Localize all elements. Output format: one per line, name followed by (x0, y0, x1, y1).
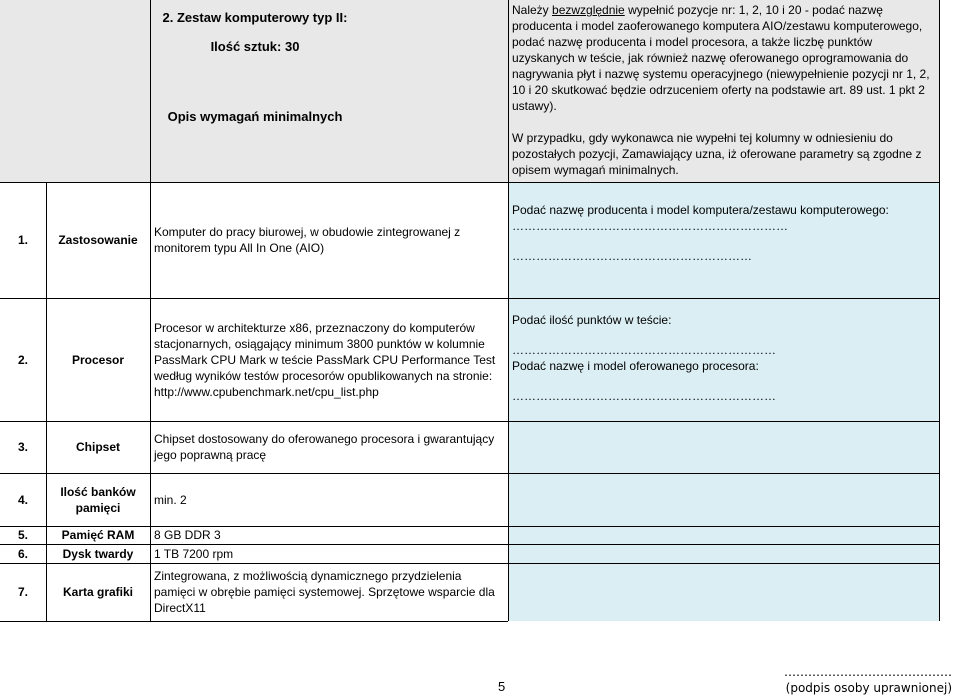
row-3-response[interactable] (508, 421, 940, 473)
row-6-num: 6. (17, 546, 28, 561)
header-note: Należy bezwzględnie wypełnić pozycje nr: 1, 2, 10 i 20 - podać nazwę producenta i model zaoferowanego komputera AIO/zestawu komputerowego, podać nazwę producenta i model procesora, a także liczbę punktów uzyskanych w teście, jak również nazwę oferowanego oprogramowania do nagrywania płyt i nazwę systemu operacyjnego (niewypełnienie pozycji nr 1, 2, 10 i 20 skutkować będzie odrzuceniem oferty na podstawie art. 89 ust. 1 pkt 2 ustawy). (512, 3, 930, 113)
set-title: 2. Zestaw komputerowy typ II: (162, 10, 348, 25)
row-5-desc: 8 GB DDR 3 (154, 528, 221, 542)
signature-block (784, 664, 952, 696)
header-note-2: W przypadku, gdy wykonawca nie wypełni tej kolumny w odniesieniu do pozostałych pozycji, Zamawiający uzna, iż oferowane parametry są zgodne z opisem wymagań minimalnych. (512, 131, 922, 177)
grid-line (939, 0, 940, 621)
grid-line (0, 544, 940, 545)
row-2-num: 2. (17, 352, 28, 367)
row-6-name: Dysk twardy (62, 546, 134, 561)
grid-line (0, 563, 940, 564)
row-7-num: 7. (17, 585, 28, 599)
grid-line (0, 421, 940, 422)
row-3-num: 3. (17, 440, 28, 454)
page-number: 5 (498, 679, 506, 694)
row-6-desc: 1 TB 7200 rpm (154, 546, 234, 561)
quantity: Ilość sztuk: 30 (210, 39, 300, 54)
grid-line (46, 182, 47, 621)
row-4-name: Ilość banków pamięci (60, 484, 136, 515)
grid-line (0, 621, 508, 622)
row-6-response[interactable] (508, 544, 940, 563)
header-note-cell (508, 0, 940, 182)
row-2-desc: Procesor w architekturze x86, przeznaczony do komputerów stacjonarnych, osiągający minimum 3800 punktów w kolumnie PassMark CPU Mark w teście PassMark CPU Performance Test według wyników testów procesorów opublikowanych na stronie: http://www.cpubenchmark.net/cpu_list.php (154, 320, 496, 399)
row-3-desc: Chipset dostosowany do oferowanego procesora i gwarantujący jego poprawną pracę (154, 432, 495, 462)
row-4-response[interactable] (508, 473, 940, 526)
grid-line (0, 526, 940, 527)
row-1-name: Zastosowanie (58, 233, 138, 247)
row-1-desc: Komputer do pracy biurowej, w obudowie zintegrowanej z monitorem typu All In One (AIO) (154, 225, 461, 255)
row-1-response[interactable]: Podać nazwę producenta i model komputera/zestawu komputerowego: …………………………………………………………… …………………………………………………… (508, 182, 940, 298)
grid-line (0, 298, 940, 299)
row-2-response[interactable]: Podać ilość punktów w teście: ………………………………………………………… Podać nazwę i model oferowanego procesora: ………………………………………………………… (508, 298, 940, 421)
row-2-name: Procesor (71, 352, 125, 367)
row-1-num: 1. (17, 233, 28, 247)
row-7-name: Karta grafiki (62, 585, 134, 599)
header-left (0, 0, 508, 182)
row-4-desc: min. 2 (154, 492, 187, 507)
row-4-num: 4. (17, 492, 28, 507)
row-5-name: Pamięć RAM (61, 528, 135, 542)
row-5-num: 5. (17, 528, 28, 542)
grid-line (0, 473, 940, 474)
signature-dots: …………………………………… (784, 665, 952, 679)
row-7-desc: Zintegrowana, z możliwością dynamicznego przydzielenia pamięci w obrębie pamięci systemowej. Sprzętowe wsparcie dla DirectX11 (154, 569, 495, 615)
row-5-response[interactable] (508, 526, 940, 544)
signature-label: (podpis osoby uprawnionej) (785, 681, 952, 695)
row-7-response[interactable] (508, 563, 940, 621)
grid-line (508, 0, 509, 621)
row-3-name: Chipset (75, 440, 120, 454)
requirements-heading: Opis wymagań minimalnych (167, 109, 343, 124)
grid-line (150, 0, 151, 621)
grid-line (0, 182, 940, 183)
